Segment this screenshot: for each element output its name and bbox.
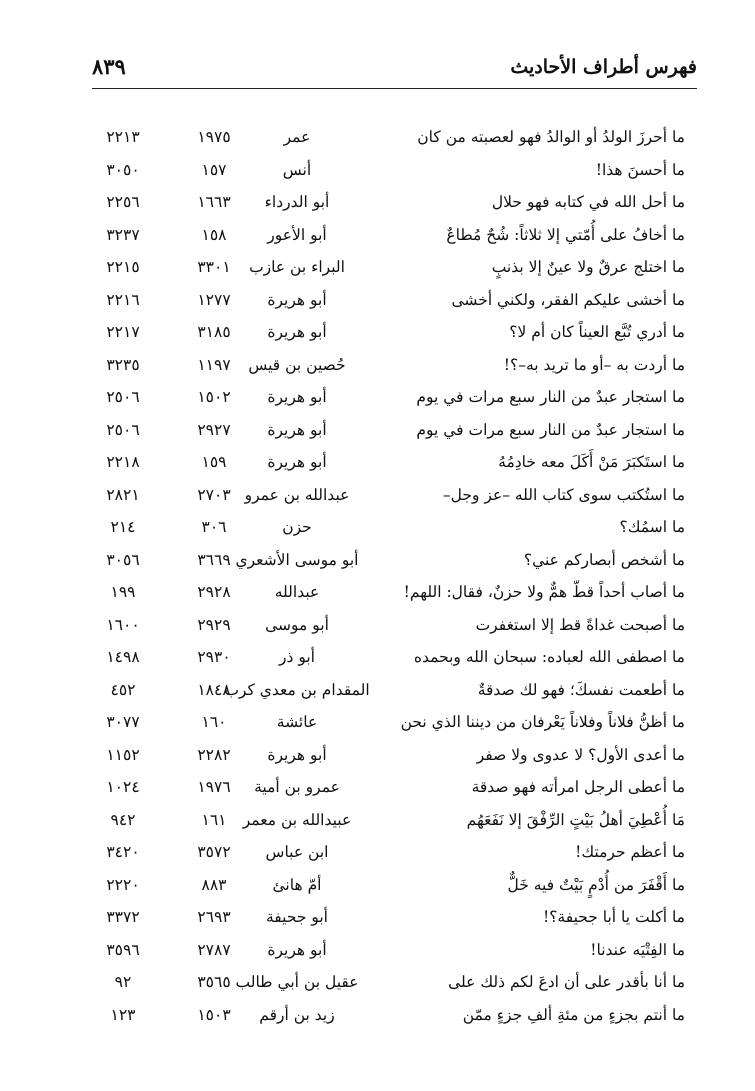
reference-number-2: ٣٢٣٧ <box>106 225 140 244</box>
reference-number-1: ٨٨٣ <box>201 875 227 894</box>
reference-number-2: ١٠٢٤ <box>106 778 140 796</box>
hadith-text: ما أردت به –أو ما تريد به–؟! <box>503 355 685 374</box>
reference-number-2: ٣٥٩٦ <box>106 940 140 959</box>
reference-number-1: ١٩٧٥ <box>197 128 231 146</box>
reference-number-1: ١٥٠٢ <box>197 388 231 406</box>
index-row <box>0 771 755 804</box>
narrator: عائشة <box>276 713 318 731</box>
index-row <box>0 381 755 414</box>
index-row <box>0 966 755 999</box>
index-row <box>0 479 755 512</box>
index-row <box>0 349 755 382</box>
index-row <box>0 901 755 934</box>
narrator: أبو هريرة <box>267 453 327 471</box>
reference-number-2: ٢٢١٦ <box>106 290 140 309</box>
hadith-text: ما أحسنَ هذا! <box>595 160 685 179</box>
reference-number-2: ١٦٠٠ <box>106 615 140 634</box>
reference-number-2: ١١٥٢ <box>106 745 140 764</box>
index-row <box>0 999 755 1032</box>
reference-number-2: ٣٠٧٧ <box>106 713 140 731</box>
narrator: زيد بن أرقم <box>259 1005 335 1024</box>
index-row <box>0 739 755 772</box>
reference-number-2: ٤٥٢ <box>110 680 136 699</box>
reference-number-2: ٢٥٠٦ <box>106 388 140 406</box>
reference-number-2: ٢٢٥٦ <box>106 193 140 211</box>
narrator: أبو الدرداء <box>264 193 330 211</box>
narrator: عبيدالله بن معمر <box>242 810 352 829</box>
narrator: أبو موسى <box>265 615 329 634</box>
hadith-text: ما أعظم حرمتك! <box>575 843 685 861</box>
narrator: أبو جحيفة <box>266 908 328 926</box>
narrator: المقدام بن معدي كرب <box>224 680 370 699</box>
hadith-text: ما أدري تُبَّع العيناً كان أم لا؟ <box>509 323 685 341</box>
narrator: عمر <box>283 128 311 146</box>
hadith-text: ما الفِتْيَه عندنا! <box>590 940 685 959</box>
reference-number-1: ٢٩٢٩ <box>197 615 231 634</box>
narrator: عبدالله بن عمرو <box>244 485 350 504</box>
hadith-text: ما أعدى الأول؟ لا عدوى ولا صفر <box>476 745 685 764</box>
narrator: عبدالله <box>274 583 320 601</box>
hadith-text: ما أصاب أحداً قطّ همٌّ ولا حزنٌ، فقال: اللهم! <box>403 583 685 601</box>
reference-number-2: ٢١٤ <box>110 518 136 536</box>
narrator: حزن <box>282 518 312 536</box>
reference-number-1: ١٥٨ <box>201 225 227 244</box>
narrator: أمّ هانئ <box>272 875 322 894</box>
reference-number-2: ١٩٩ <box>110 583 136 601</box>
hadith-text: ما أشخص أبصاركم عني؟ <box>523 550 685 569</box>
hadith-text: ما أَقْفَرَ من أُدْمٍ بَيْتٌ فيه خَلٌّ <box>507 875 685 894</box>
reference-number-1: ١٢٧٧ <box>197 290 231 309</box>
reference-number-1: ٢٩٣٠ <box>197 648 231 666</box>
narrator: أبو هريرة <box>267 745 327 764</box>
index-row <box>0 186 755 219</box>
hadith-text: ما أصبحت غداةً قط إلا استغفرت <box>475 615 685 634</box>
reference-number-2: ٢٢١٣ <box>106 128 140 146</box>
reference-number-2: ٢٢١٥ <box>106 258 140 276</box>
reference-number-2: ٢٢١٨ <box>106 453 140 471</box>
reference-number-2: ٢٨٢١ <box>106 485 140 504</box>
reference-number-1: ٢٧٠٣ <box>197 485 231 504</box>
narrator: أبو الأعور <box>267 225 327 244</box>
reference-number-1: ٣٥٧٢ <box>197 843 231 861</box>
index-row <box>0 154 755 187</box>
narrator: أبو هريرة <box>267 420 327 439</box>
reference-number-2: ٩٢ <box>114 973 132 991</box>
reference-number-1: ٢٧٨٧ <box>197 940 231 959</box>
reference-number-2: ١٤٩٨ <box>106 648 140 666</box>
narrator: أنس <box>282 160 312 179</box>
reference-number-2: ٣٣٧٢ <box>106 908 140 926</box>
hadith-text: ما أحرزَ الولدُ أو الوالدُ فهو لعصبته من كان <box>417 128 685 146</box>
reference-number-2: ١٢٣ <box>110 1005 136 1024</box>
reference-number-1: ١٨٤٨ <box>197 680 231 699</box>
index-row <box>0 284 755 317</box>
running-title: فهرس أطراف الأحاديث <box>510 56 697 78</box>
narrator: أبو ذر <box>279 648 315 666</box>
hadith-text: ما استجار عبدٌ من النار سبع مرات في يوم <box>416 420 685 439</box>
reference-number-1: ٣٥٦٥ <box>197 973 231 991</box>
narrator: عمرو بن أمية <box>254 778 340 796</box>
index-row <box>0 414 755 447</box>
reference-number-1: ٣٣٠١ <box>197 258 231 276</box>
reference-number-2: ٢٥٠٦ <box>106 420 140 439</box>
hadith-text: ما أكلت يا أبا جحيفة؟! <box>542 908 685 926</box>
index-row <box>0 219 755 252</box>
reference-number-1: ٢٢٨٢ <box>197 745 231 764</box>
reference-number-1: ٣١٨٥ <box>197 323 231 341</box>
hadith-text: ما اصطفى الله لعباده: سبحان الله وبحمده <box>413 648 685 666</box>
reference-number-1: ٣٦٦٩ <box>197 550 231 569</box>
index-row <box>0 706 755 739</box>
reference-number-1: ٣٠٦ <box>201 518 227 536</box>
index-row <box>0 641 755 674</box>
narrator: عقيل بن أبي طالب <box>235 973 359 991</box>
index-row <box>0 804 755 837</box>
reference-number-1: ١٦٠ <box>201 713 227 731</box>
hadith-text: ما أعطى الرجل امرأته فهو صدقة <box>471 778 685 796</box>
hadith-text: ما أنا بأقدر على أن ادعَ لكم ذلك على <box>448 973 685 991</box>
hadith-text: ما اسمُك؟ <box>619 518 685 536</box>
hadith-text: ما استُكتب سوى كتاب الله –عز وجل– <box>442 485 685 504</box>
reference-number-2: ٣٠٥٠ <box>106 160 140 179</box>
hadith-text: ما استجار عبدٌ من النار سبع مرات في يوم <box>416 388 685 406</box>
reference-number-1: ١٥٠٣ <box>197 1005 231 1024</box>
hadith-text: ما أنتم بجزءٍ من مئةِ ألفِ جزءٍ ممّن <box>462 1005 685 1024</box>
index-row <box>0 511 755 544</box>
index-row <box>0 446 755 479</box>
reference-number-1: ١٦١ <box>201 810 227 829</box>
index-row <box>0 576 755 609</box>
reference-number-2: ٢٢٢٠ <box>106 875 140 894</box>
reference-number-2: ٩٤٢ <box>110 810 136 829</box>
narrator: البراء بن عازب <box>249 258 345 276</box>
hadith-text: ما أطعمت نفسكَ؛ فهو لك صدقةٌ <box>477 680 685 699</box>
reference-number-1: ١٦٦٣ <box>197 193 231 211</box>
index-row <box>0 674 755 707</box>
reference-number-2: ٣٤٢٠ <box>106 843 140 861</box>
hadith-index-list <box>0 121 755 1031</box>
narrator: أبو هريرة <box>267 940 327 959</box>
reference-number-1: ١٥٩ <box>201 453 227 471</box>
narrator: حُصين بن قيس <box>248 355 346 374</box>
hadith-text: ما اختلج عرقٌ ولا عينٌ إلا بذنبٍ <box>491 258 685 276</box>
page-number: ٨٣٩ <box>92 54 126 79</box>
header-rule <box>92 88 697 89</box>
hadith-text: ما أظنُّ فلاناً وفلاناً يَعْرفان من ديننا الذي نحن <box>400 713 685 731</box>
narrator: أبو هريرة <box>267 388 327 406</box>
narrator: أبو هريرة <box>267 290 327 309</box>
narrator: أبو هريرة <box>267 323 327 341</box>
index-row <box>0 869 755 902</box>
index-row <box>0 121 755 154</box>
reference-number-2: ٢٢١٧ <box>106 323 140 341</box>
reference-number-1: ١١٩٧ <box>197 355 231 374</box>
index-row <box>0 251 755 284</box>
hadith-text: ما أخشى عليكم الفقر، ولكني أخشى <box>451 290 685 309</box>
reference-number-1: ٢٩٢٧ <box>197 420 231 439</box>
hadith-text: ما أخافُ على أُمّتي إلا ثلاثاً: شُحٌ مُطاعٌ <box>446 225 685 244</box>
index-row <box>0 609 755 642</box>
reference-number-1: ١٩٧٦ <box>197 778 231 796</box>
narrator: أبو موسى الأشعري <box>235 550 359 569</box>
index-row <box>0 934 755 967</box>
reference-number-1: ٢٦٩٣ <box>197 908 231 926</box>
reference-number-2: ٣٠٥٦ <box>106 550 140 569</box>
hadith-text: ما أحل الله في كتابه فهو حلال <box>491 193 685 211</box>
index-row <box>0 836 755 869</box>
hadith-text: مَا أُعْطِيَ أهلُ بَيْتٍ الرِّفْقَ إلا نَفَعَهُم <box>466 810 685 829</box>
hadith-text: ما استَكبَرَ مَنْ أَكَلَ معه خادِمُهُ <box>498 453 685 471</box>
page-header <box>92 52 697 86</box>
reference-number-1: ٢٩٢٨ <box>197 583 231 601</box>
index-row <box>0 316 755 349</box>
reference-number-1: ١٥٧ <box>201 160 227 179</box>
index-row <box>0 544 755 577</box>
reference-number-2: ٣٢٣٥ <box>106 355 140 374</box>
narrator: ابن عباس <box>265 843 329 861</box>
